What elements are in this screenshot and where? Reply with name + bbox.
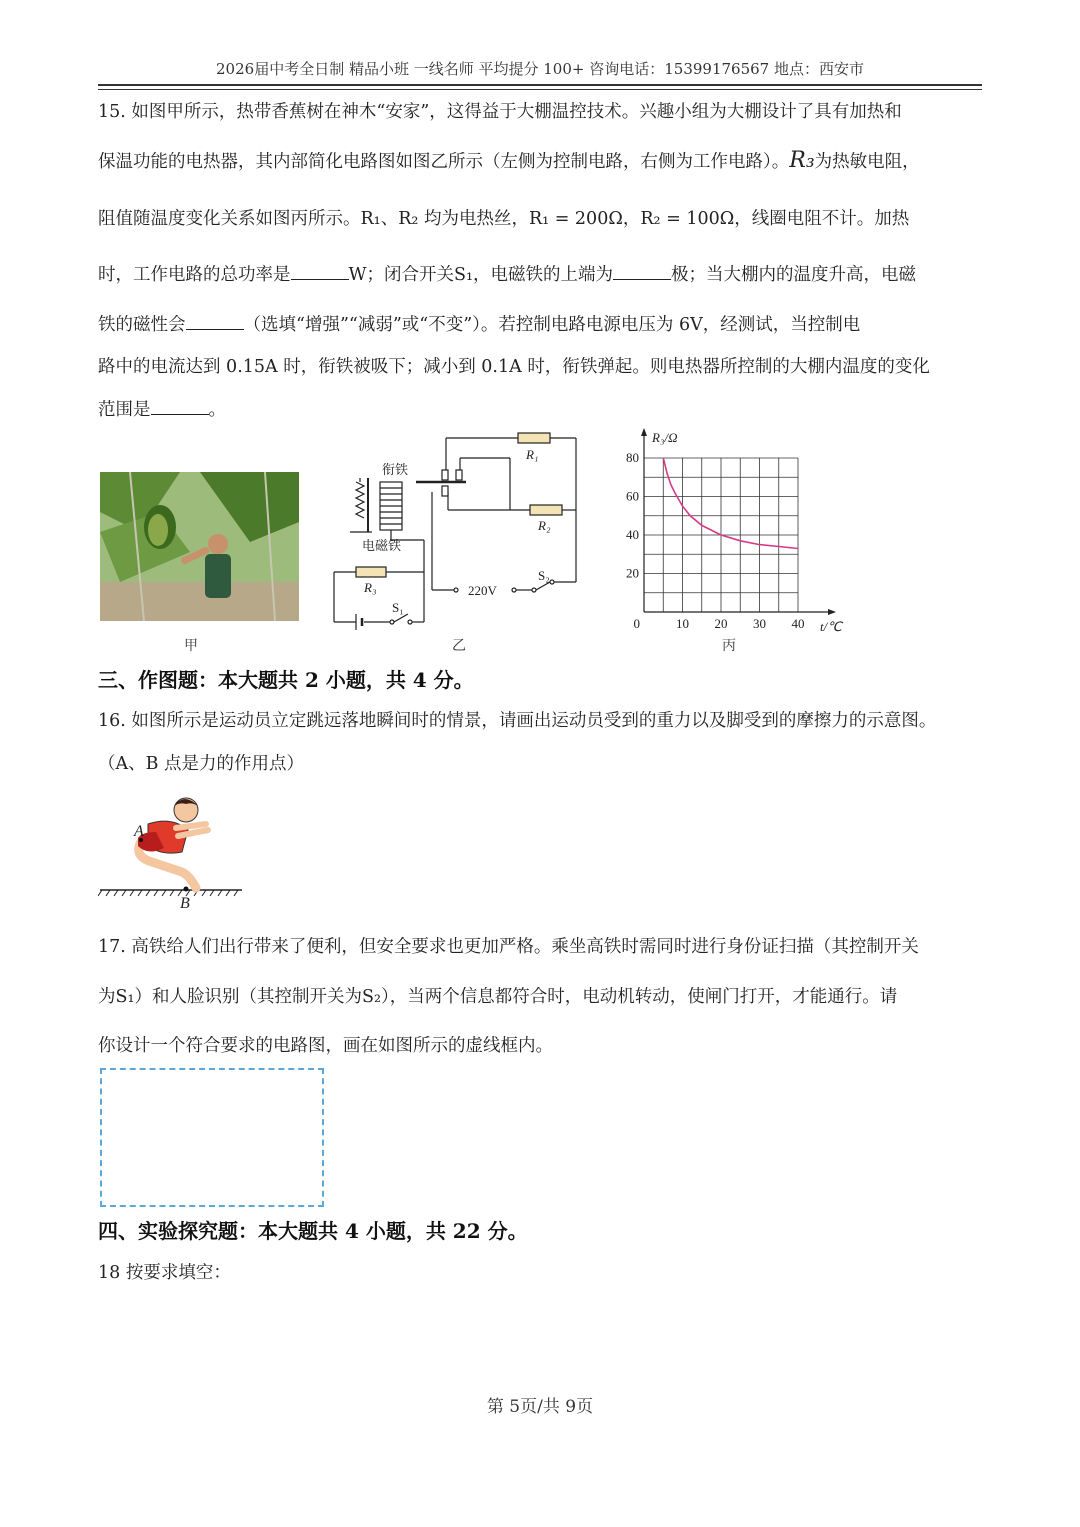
x-axis-arrow [828,609,836,615]
q17-line3: 你设计一个符合要求的电路图，画在如图所示的虚线框内。 [98,1036,553,1056]
point-a-label: A [134,823,144,840]
q18-line: 18 按要求填空： [98,1263,231,1283]
y-tick-label: 40 [626,527,639,542]
y-axis-arrow [641,428,647,436]
q15-r3-symbol: R₃ [789,148,815,173]
label-r2: R₂ [538,518,551,533]
q15-line4-b: W；闭合开关S₁，电磁铁的上端为 [348,265,613,285]
q15-line4-a: 时，工作电路的总功率是 [98,265,291,285]
x-tick-label: 20 [714,616,728,631]
answer-blank-pole[interactable] [613,265,671,280]
banana-greenhouse-photo [100,472,299,621]
q15-line4-c: 极；当大棚内的温度升高，电磁 [671,265,916,285]
q15-line2-text: 保温功能的电热器，其内部简化电路图如图乙所示（左侧为控制电路，右侧为工作电路）。 [98,152,790,172]
label-armature: 衔铁 [382,462,409,477]
q15-line6: 路中的电流达到 0.15A 时，衔铁被吸下；减小到 0.1A 时，衔铁弹起。则电热器所控制的大棚内温度的变化 [98,357,930,377]
q15-line3: 阻值随温度变化关系如图丙所示。R₁、R₂ 均为电热丝，R₁ = 200Ω，R₂ = 100Ω，线圈电阻不计。加热 [98,209,910,229]
q17-line1: 17. 高铁给人们出行带来了便利，但安全要求也更加严格。乘坐高铁时需同时进行身份证扫描（其控制开关 [98,937,919,957]
q15-line7 [98,396,226,421]
q15-line5-b: （选填“增强”“减弱”或“不变”）。若控制电路电源电压为 6V，经测试，当控制电 [243,315,861,335]
q15-line2 [98,148,920,173]
header-rule-thick [98,84,982,86]
q17-line2: 为S₁）和人脸识别（其控制开关为S₂），当两个信息都符合时，电动机转动，使闸门打开，才能通行。请 [98,987,898,1007]
y-axis-label: R₃/Ω [652,430,678,445]
q15-line7-a: 范围是 [98,400,151,420]
header-rule-thin [98,89,982,90]
x-tick-label: 30 [753,616,766,631]
answer-blank-magnetism[interactable] [186,315,244,330]
q15-line7-b: 。 [208,400,226,420]
section-3-heading: 三、作图题：本大题共 2 小题，共 4 分。 [98,668,474,692]
q15-line5 [98,311,860,336]
y-tick-label: 20 [626,565,639,581]
q16-line1: 16. 如图所示是运动员立定跳远落地瞬间时的情景，请画出运动员受到的重力以及脚受到的摩擦力的示意图。 [98,711,937,731]
y-tick-label: 60 [626,488,639,504]
label-r3: R₃ [364,580,377,595]
circuit-drawing-box[interactable] [100,1068,324,1207]
page-header: 2026届中考全日制 精品小班 一线名师 平均提分 100+ 咨询电话：15399176567 地点：西安市 [216,60,864,78]
circuit-diagram [328,432,590,632]
x-tick-label: 0 [633,616,640,631]
q15-line1: 15. 如图甲所示，热带香蕉树在神木“安家”，这得益于大棚温控技术。兴趣小组为大棚设计了具有加热和 [98,102,902,122]
label-electromagnet: 电磁铁 [362,538,402,553]
label-s2: S₂ [538,568,550,583]
thermistor-chart [612,426,852,636]
figure-yi-caption: 乙 [452,638,466,654]
point-b-label: B [180,895,190,912]
label-s1: S₁ [392,600,404,615]
q15-line4 [98,261,916,286]
page-footer: 第 5页/共 9页 [486,1397,594,1417]
x-tick-label: 40 [791,616,805,631]
label-r1: R₁ [526,447,539,462]
q15-line5-a: 铁的磁性会 [98,315,186,335]
x-tick-label: 10 [676,616,689,631]
q16-line2: （A、B 点是力的作用点） [98,754,305,774]
x-axis-label: t/℃ [820,619,842,634]
y-tick-label: 80 [626,450,639,465]
answer-blank-power[interactable] [291,265,349,280]
label-220v: 220V [468,583,497,598]
answer-blank-temperature-range[interactable] [151,400,209,415]
figure-jia-caption: 甲 [184,638,198,654]
figure-bing-caption: 丙 [722,638,736,654]
section-4-heading: 四、实验探究题：本大题共 4 小题，共 22 分。 [98,1219,528,1243]
long-jump-athlete-figure [98,792,248,912]
q15-line2-end: 为热敏电阻， [814,152,920,172]
